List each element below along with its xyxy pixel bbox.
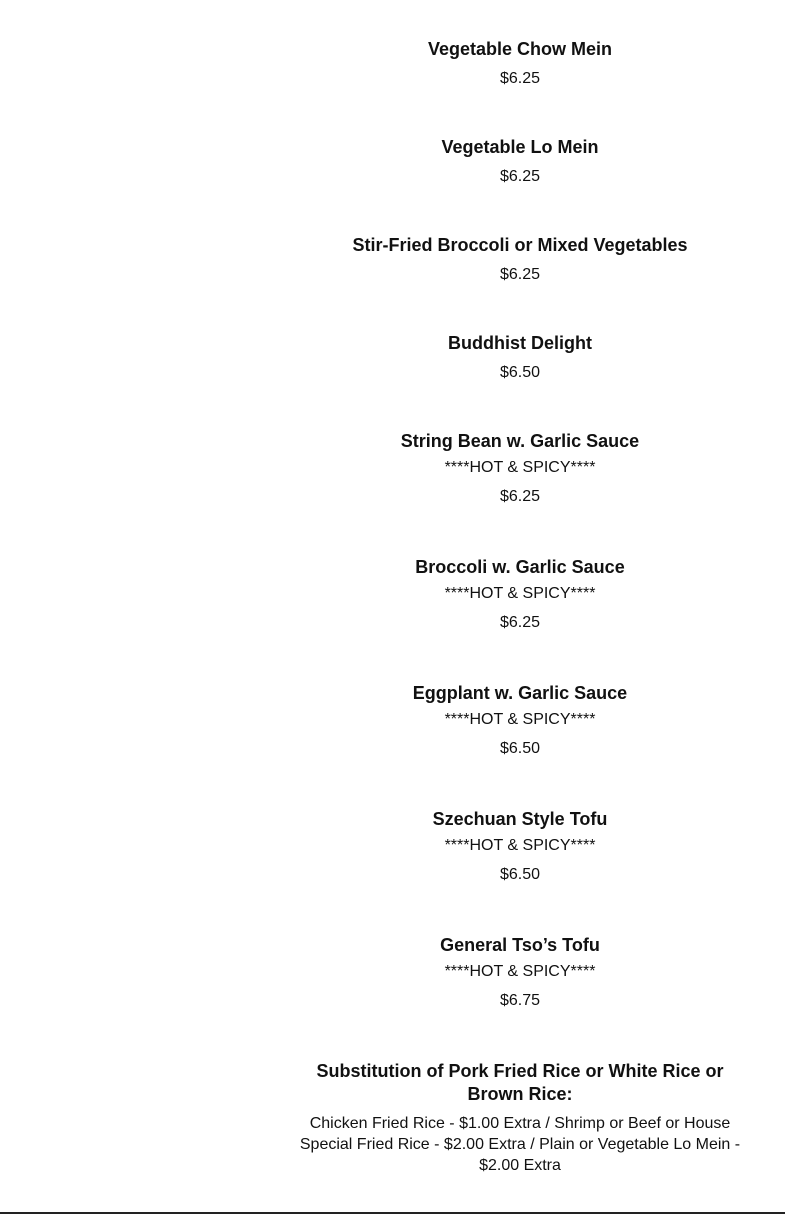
item-name: Vegetable Chow Mein: [427, 39, 613, 59]
spice-level-label: ****HOT & SPICY****: [444, 963, 596, 980]
menu-item-stir-fried-broccoli: [255, 234, 785, 285]
menu-item-general-tso-tofu: [255, 934, 785, 1011]
item-name: Stir-Fried Broccoli or Mixed Vegetables: [352, 235, 688, 255]
item-price: $6.25: [499, 488, 541, 505]
substitution-title: Substitution of Pork Fried Rice or White Rice or Brown Rice:: [316, 1061, 724, 1104]
menu-item-eggplant-garlic: [255, 682, 785, 759]
menu-item-vegetable-chow-mein: [255, 38, 785, 89]
menu-item-buddhist-delight: [255, 332, 785, 383]
menu-item-string-bean-garlic: [255, 430, 785, 507]
item-price: $6.25: [499, 168, 541, 185]
item-price: $6.50: [499, 364, 541, 381]
bottom-divider: [0, 1212, 785, 1214]
spice-level-label: ****HOT & SPICY****: [444, 459, 596, 476]
item-name: Vegetable Lo Mein: [441, 137, 599, 157]
item-name: Szechuan Style Tofu: [432, 809, 608, 829]
spice-level-label: ****HOT & SPICY****: [444, 711, 596, 728]
item-name: Broccoli w. Garlic Sauce: [415, 557, 625, 577]
item-price: $6.50: [499, 866, 541, 883]
menu-item-broccoli-garlic: [255, 556, 785, 633]
spice-level-label: ****HOT & SPICY****: [444, 837, 596, 854]
item-price: $6.25: [499, 614, 541, 631]
spice-level-label: ****HOT & SPICY****: [444, 585, 596, 602]
item-price: $6.75: [499, 992, 541, 1009]
item-price: $6.50: [499, 740, 541, 757]
item-price: $6.25: [499, 70, 541, 87]
rice-substitution-note: [290, 1060, 750, 1176]
menu-item-szechuan-tofu: [255, 808, 785, 885]
item-name: Eggplant w. Garlic Sauce: [412, 683, 628, 703]
item-name: Buddhist Delight: [448, 333, 592, 353]
substitution-details: Chicken Fried Rice - $1.00 Extra / Shrimp or Beef or House Special Fried Rice - $2.00 Extra / Plain or Vegetable Lo Mein - $2.00 Extra: [299, 1115, 741, 1174]
item-price: $6.25: [499, 266, 541, 283]
menu-item-vegetable-lo-mein: [255, 136, 785, 187]
item-name: General Tso’s Tofu: [440, 935, 600, 955]
item-name: String Bean w. Garlic Sauce: [400, 431, 640, 451]
